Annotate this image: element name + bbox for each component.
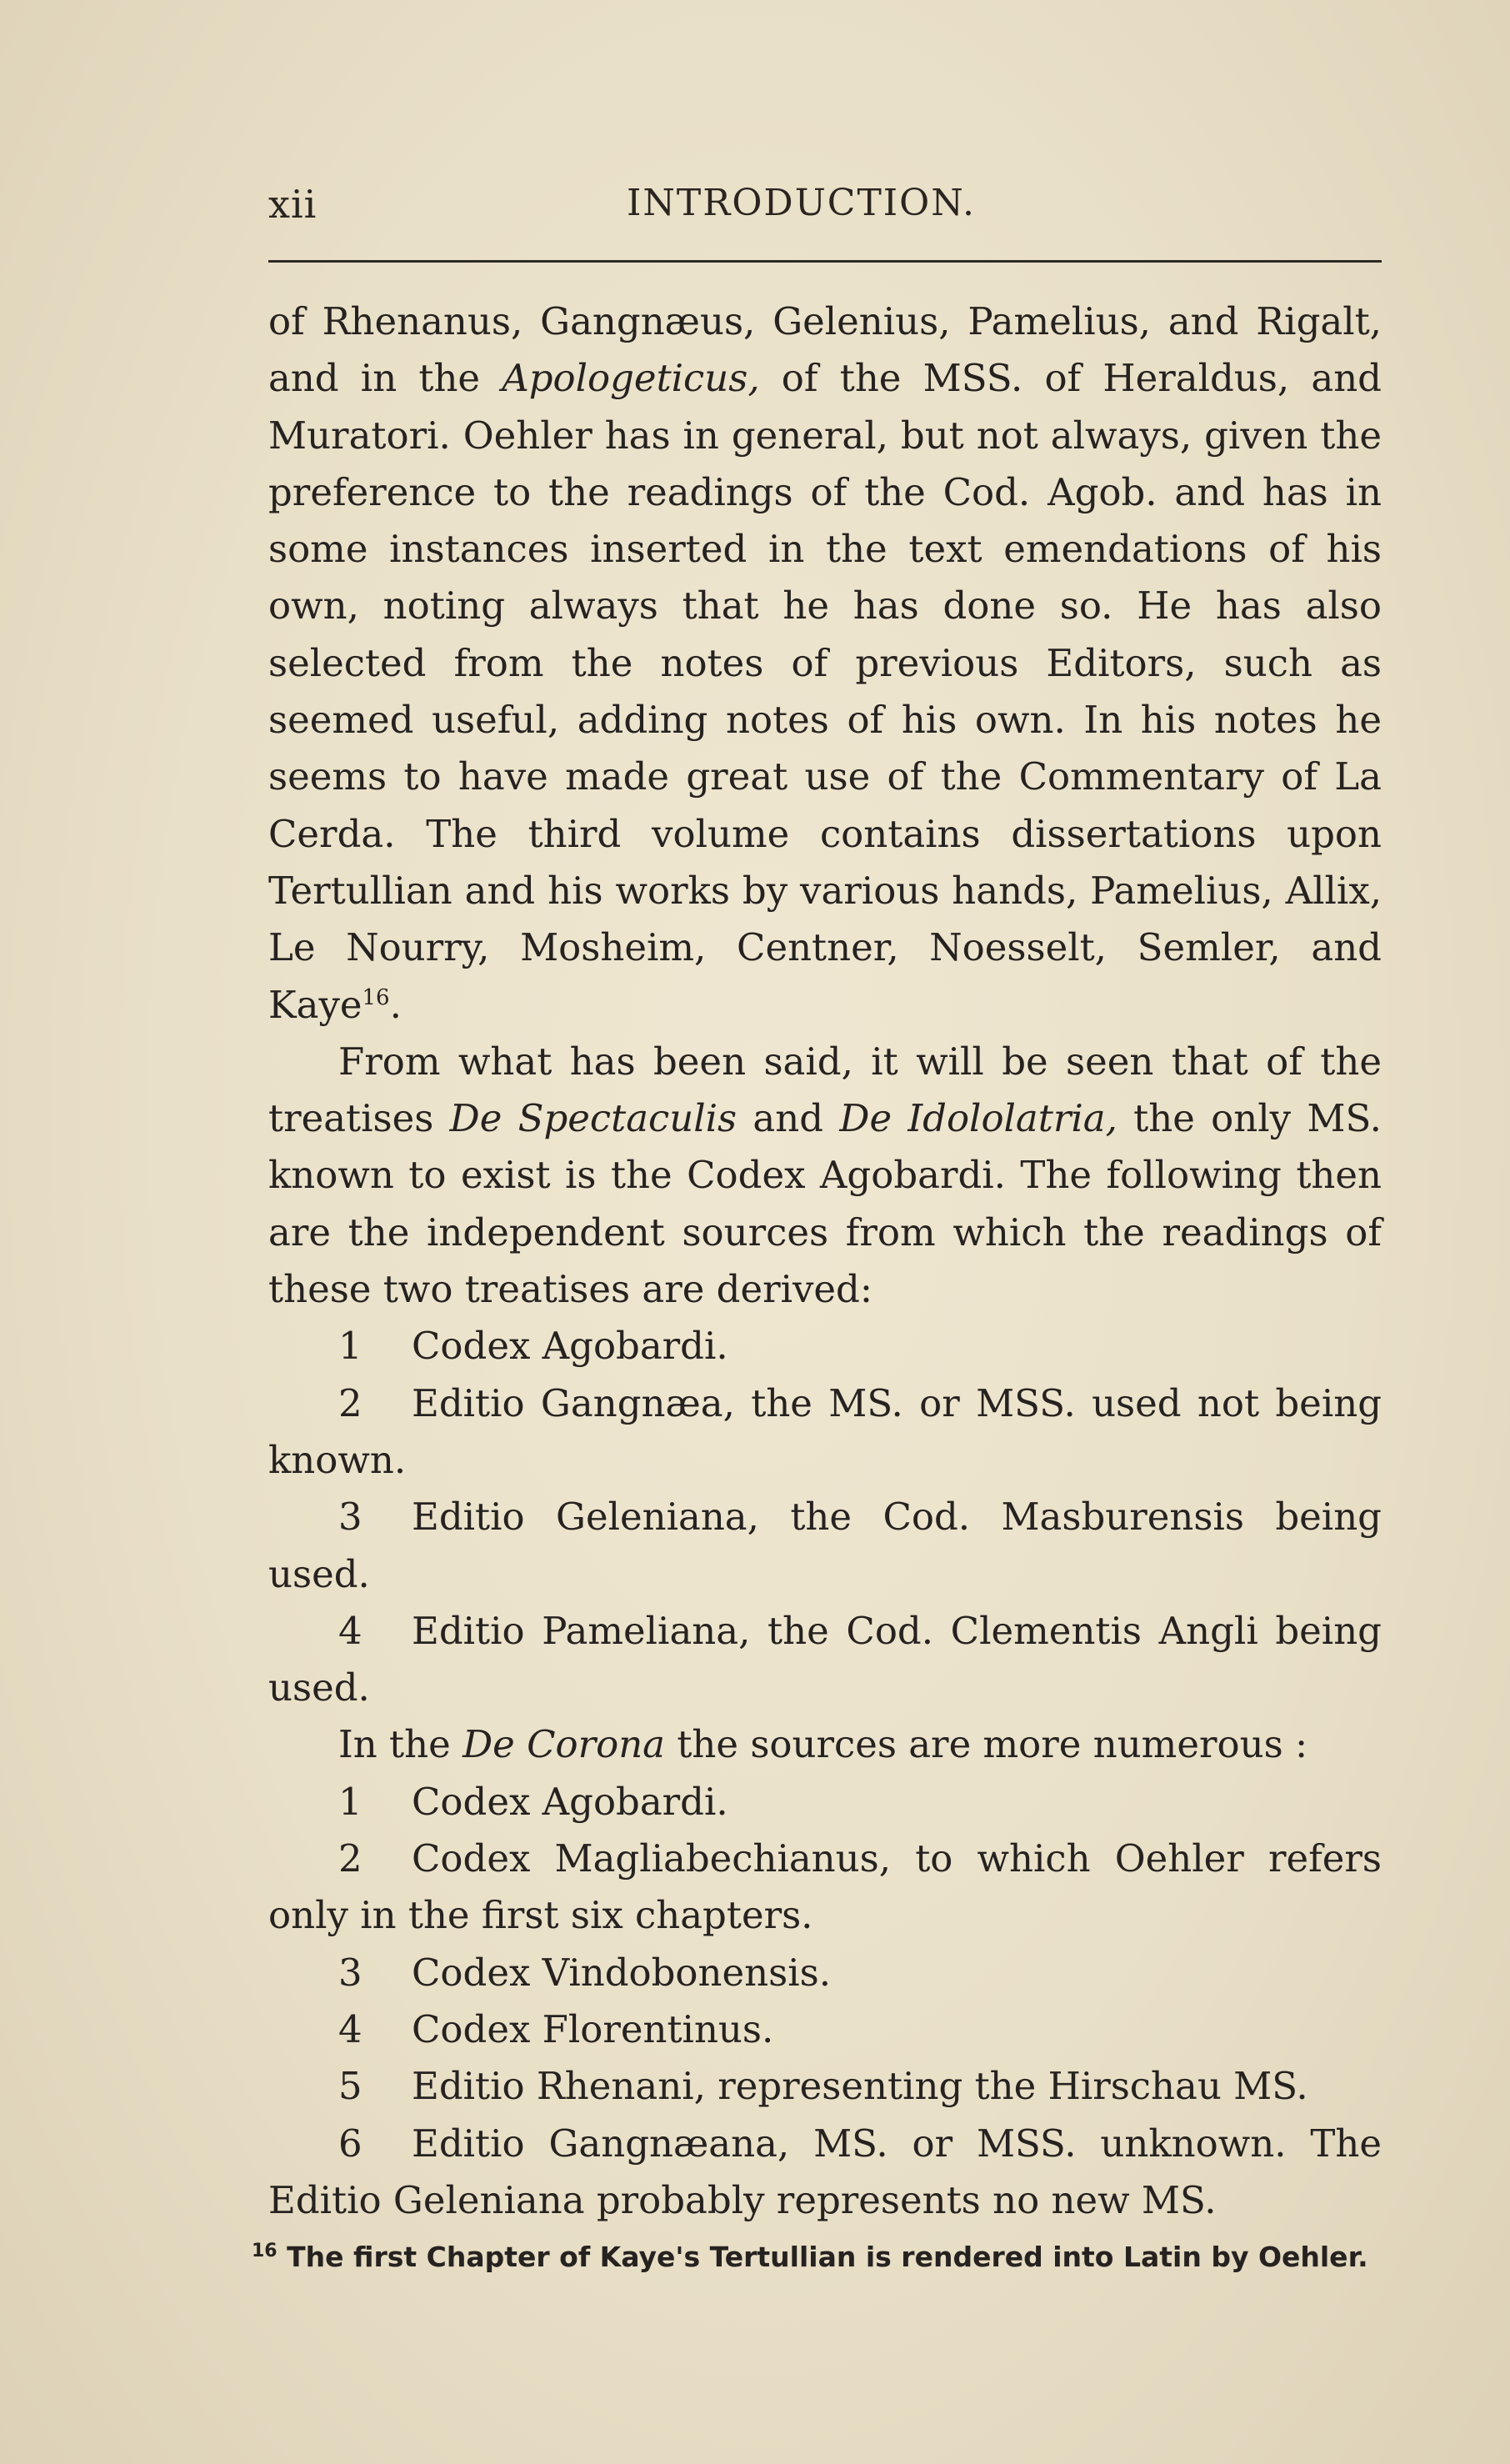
list-item: 4 Codex Florentinus. xyxy=(338,2006,774,2051)
footnote-marker: 16 xyxy=(252,2241,278,2261)
header-rule xyxy=(268,260,1382,263)
italic-title: De Corona xyxy=(462,1722,666,1767)
list-item: 1 Codex Agobardi. xyxy=(338,1779,728,1824)
list-item: 4 Editio Pameliana, the Cod. Clementis Angli being used. xyxy=(268,1608,1382,1710)
body-text xyxy=(268,293,1382,2229)
list-item: 1 Codex Agobardi. xyxy=(338,1324,728,1369)
list-item: 6 Editio Gangnæana, MS. or MSS. unknown. The Editio Geleniana probably represents no new MS. xyxy=(268,2121,1382,2222)
italic-title: De Idololatria, xyxy=(839,1096,1118,1141)
italic-title: De Spectaculis xyxy=(449,1096,738,1141)
list-item: 3 Editio Geleniana, the Cod. Masburensis being used. xyxy=(268,1495,1382,1596)
list-item: 5 Editio Rhenani, representing the Hirschau MS. xyxy=(338,2064,1308,2109)
paragraph-2: From what has been said, it will be seen that of the treatises De Spectaculis and De Idololatria, the only MS. known to exist is the Codex Agobardi. The following then are the independent sources from which the readings of these two treatises are derived: xyxy=(268,1039,1382,1312)
list-item: 2 Codex Magliabechianus, to which Oehler refers only in the first six chapters. xyxy=(268,1836,1382,1938)
running-head: INTRODUCTION. xyxy=(627,182,976,224)
page-header xyxy=(268,182,1382,232)
footnote-text: The first Chapter of Kaye's Tertullian is rendered into Latin by Oehler. xyxy=(277,2241,1368,2273)
paragraph-1: of Rhenanus, Gangnæus, Gelenius, Pamelius, and Rigalt, and in the Apologeticus, of the MSS. of Heraldus, and Muratori. Oehler has in general, but not always, given the preference to the readings of the Cod. Agob. and has in some instances inserted in the text emendations of his own, noting always that he has done so. He has also selected from the notes of previous Editors, such as seemed useful, adding notes of his own. In his notes he seems to have made great use of the Commentary of La Cerda. The third volume contains dissertations upon Tertullian and his works by various hands, Pamelius, Allix, Le Nourry, Mosheim, Centner, Noesselt, Semler, and Kaye$^{16}$. xyxy=(268,299,1382,1027)
footnote-ref: 16 xyxy=(362,984,390,1010)
paragraph-3: In the De Corona the sources are more numerous : xyxy=(338,1722,1308,1767)
page-number: xii xyxy=(268,182,318,227)
italic-title: Apologeticus, xyxy=(502,356,760,401)
list-item: 2 Editio Gangnæa, the MS. or MSS. used not being known. xyxy=(268,1380,1382,1482)
footnote xyxy=(252,2241,1385,2273)
list-item: 3 Codex Vindobonensis. xyxy=(338,1950,831,1995)
